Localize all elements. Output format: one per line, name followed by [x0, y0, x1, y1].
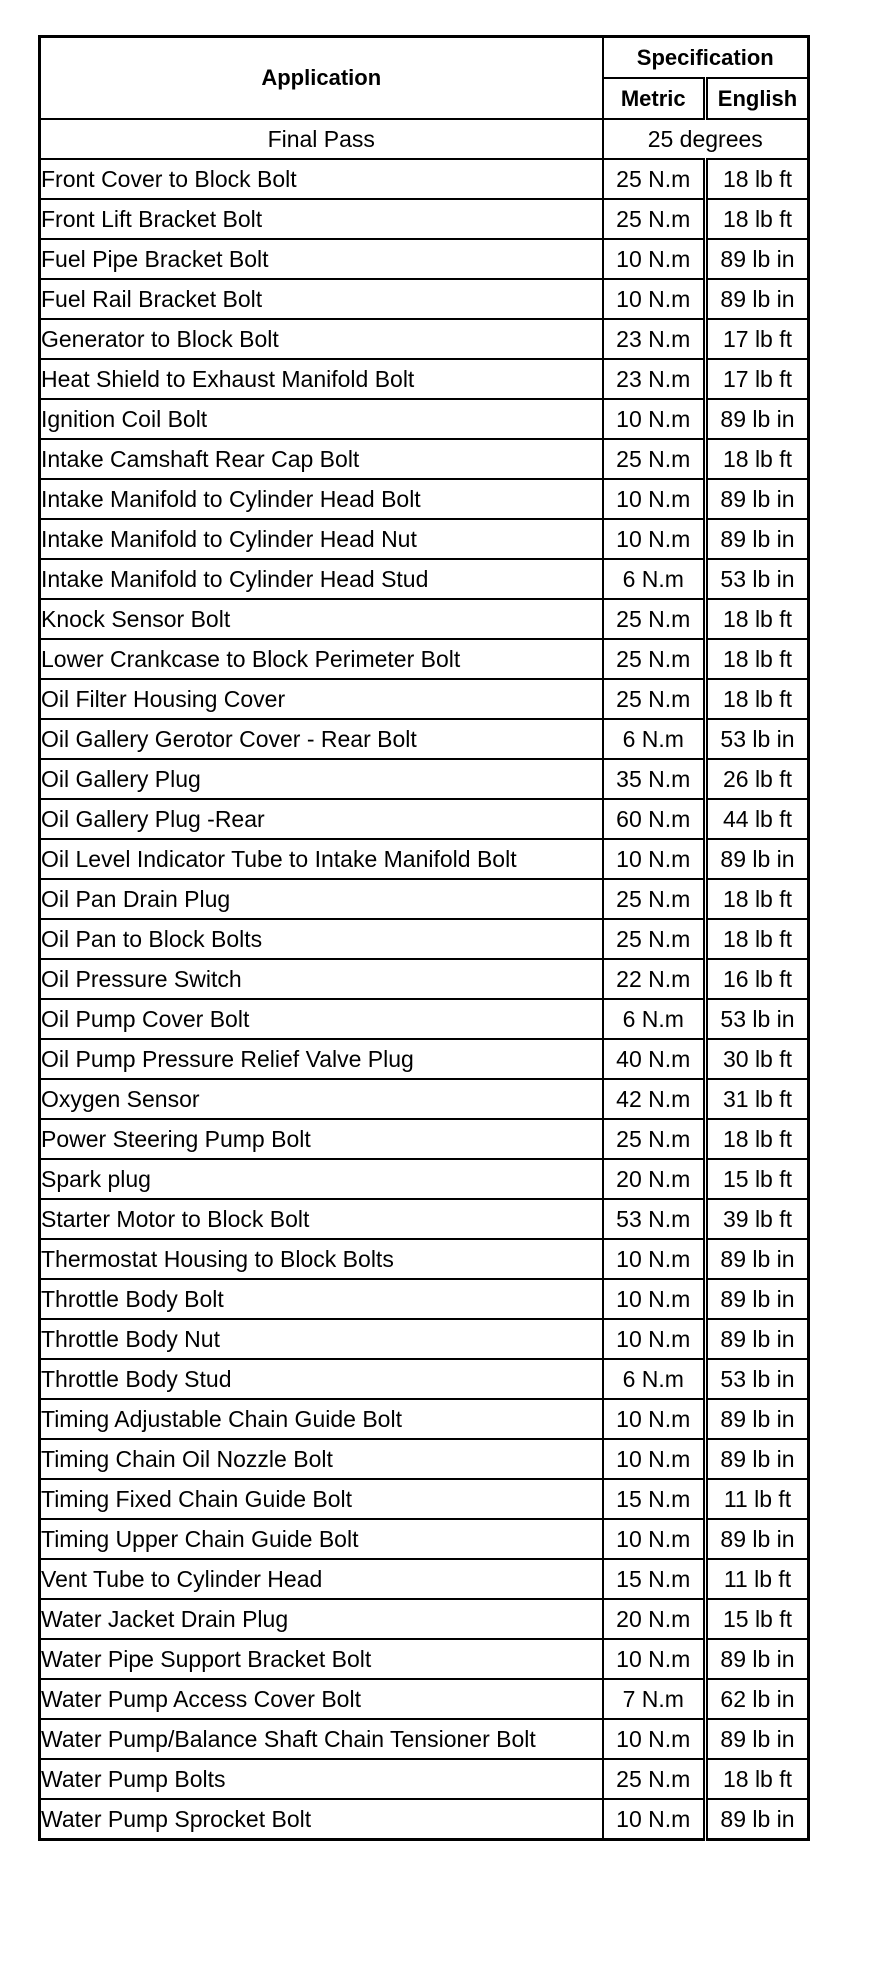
table-row	[40, 1559, 809, 1599]
english-cell: 16 lb ft	[706, 959, 809, 999]
application-cell: Front Cover to Block Bolt	[40, 159, 603, 199]
final-pass-label: Final Pass	[40, 119, 603, 159]
application-cell: Intake Manifold to Cylinder Head Bolt	[40, 479, 603, 519]
application-cell: Starter Motor to Block Bolt	[40, 1199, 603, 1239]
application-cell: Generator to Block Bolt	[40, 319, 603, 359]
english-cell: 18 lb ft	[706, 879, 809, 919]
application-cell: Throttle Body Bolt	[40, 1279, 603, 1319]
english-cell: 26 lb ft	[706, 759, 809, 799]
application-cell: Throttle Body Nut	[40, 1319, 603, 1359]
metric-cell: 6 N.m	[603, 719, 706, 759]
metric-cell: 42 N.m	[603, 1079, 706, 1119]
metric-column-header: Metric	[603, 78, 706, 119]
table-row	[40, 599, 809, 639]
table-row	[40, 439, 809, 479]
application-cell: Water Jacket Drain Plug	[40, 1599, 603, 1639]
metric-cell: 25 N.m	[603, 599, 706, 639]
metric-cell: 7 N.m	[603, 1679, 706, 1719]
table-row	[40, 639, 809, 679]
english-cell: 17 lb ft	[706, 319, 809, 359]
table-body	[40, 119, 809, 1840]
table-row	[40, 359, 809, 399]
application-cell: Thermostat Housing to Block Bolts	[40, 1239, 603, 1279]
application-cell: Water Pipe Support Bracket Bolt	[40, 1639, 603, 1679]
table-row	[40, 839, 809, 879]
table-row	[40, 1199, 809, 1239]
metric-cell: 10 N.m	[603, 1399, 706, 1439]
application-cell: Water Pump Sprocket Bolt	[40, 1799, 603, 1840]
application-cell: Power Steering Pump Bolt	[40, 1119, 603, 1159]
application-cell: Water Pump/Balance Shaft Chain Tensioner Bolt	[40, 1719, 603, 1759]
table-row	[40, 1799, 809, 1840]
english-cell: 53 lb in	[706, 719, 809, 759]
metric-cell: 25 N.m	[603, 679, 706, 719]
metric-cell: 53 N.m	[603, 1199, 706, 1239]
application-cell: Oil Level Indicator Tube to Intake Manifold Bolt	[40, 839, 603, 879]
application-cell: Vent Tube to Cylinder Head	[40, 1559, 603, 1599]
english-cell: 18 lb ft	[706, 1759, 809, 1799]
english-cell: 30 lb ft	[706, 1039, 809, 1079]
table-row	[40, 479, 809, 519]
english-cell: 18 lb ft	[706, 919, 809, 959]
final-pass-value: 25 degrees	[603, 119, 809, 159]
english-column-header: English	[706, 78, 809, 119]
english-cell: 89 lb in	[706, 1319, 809, 1359]
metric-cell: 25 N.m	[603, 639, 706, 679]
application-cell: Timing Upper Chain Guide Bolt	[40, 1519, 603, 1559]
application-cell: Oil Pan Drain Plug	[40, 879, 603, 919]
english-cell: 15 lb ft	[706, 1599, 809, 1639]
english-cell: 18 lb ft	[706, 1119, 809, 1159]
english-cell: 39 lb ft	[706, 1199, 809, 1239]
metric-cell: 10 N.m	[603, 1279, 706, 1319]
metric-cell: 10 N.m	[603, 1799, 706, 1840]
english-cell: 89 lb in	[706, 1279, 809, 1319]
metric-cell: 10 N.m	[603, 519, 706, 559]
metric-cell: 6 N.m	[603, 999, 706, 1039]
application-cell: Throttle Body Stud	[40, 1359, 603, 1399]
metric-cell: 10 N.m	[603, 1719, 706, 1759]
table-row	[40, 559, 809, 599]
table-row	[40, 519, 809, 559]
metric-cell: 10 N.m	[603, 1639, 706, 1679]
table-row	[40, 1399, 809, 1439]
table-row	[40, 879, 809, 919]
english-cell: 31 lb ft	[706, 1079, 809, 1119]
english-cell: 18 lb ft	[706, 599, 809, 639]
metric-cell: 60 N.m	[603, 799, 706, 839]
application-cell: Oil Pump Cover Bolt	[40, 999, 603, 1039]
english-cell: 89 lb in	[706, 1519, 809, 1559]
table-row	[40, 319, 809, 359]
application-cell: Front Lift Bracket Bolt	[40, 199, 603, 239]
metric-cell: 10 N.m	[603, 1439, 706, 1479]
metric-cell: 20 N.m	[603, 1159, 706, 1199]
english-cell: 11 lb ft	[706, 1479, 809, 1519]
english-cell: 89 lb in	[706, 1439, 809, 1479]
application-cell: Oil Gallery Gerotor Cover - Rear Bolt	[40, 719, 603, 759]
metric-cell: 10 N.m	[603, 839, 706, 879]
metric-cell: 40 N.m	[603, 1039, 706, 1079]
metric-cell: 23 N.m	[603, 359, 706, 399]
metric-cell: 10 N.m	[603, 239, 706, 279]
application-cell: Intake Manifold to Cylinder Head Nut	[40, 519, 603, 559]
application-cell: Oil Pump Pressure Relief Valve Plug	[40, 1039, 603, 1079]
english-cell: 89 lb in	[706, 399, 809, 439]
application-cell: Fuel Pipe Bracket Bolt	[40, 239, 603, 279]
metric-cell: 25 N.m	[603, 199, 706, 239]
application-cell: Timing Chain Oil Nozzle Bolt	[40, 1439, 603, 1479]
english-cell: 18 lb ft	[706, 159, 809, 199]
metric-cell: 25 N.m	[603, 439, 706, 479]
table-row	[40, 199, 809, 239]
table-row	[40, 759, 809, 799]
english-cell: 15 lb ft	[706, 1159, 809, 1199]
application-cell: Knock Sensor Bolt	[40, 599, 603, 639]
table-row	[40, 1519, 809, 1559]
application-cell: Lower Crankcase to Block Perimeter Bolt	[40, 639, 603, 679]
metric-cell: 22 N.m	[603, 959, 706, 999]
english-cell: 89 lb in	[706, 519, 809, 559]
application-cell: Fuel Rail Bracket Bolt	[40, 279, 603, 319]
table-row	[40, 1079, 809, 1119]
table-row	[40, 1599, 809, 1639]
table-row	[40, 1679, 809, 1719]
torque-spec-table	[38, 35, 810, 1841]
table-row	[40, 1119, 809, 1159]
table-row	[40, 159, 809, 199]
table-row	[40, 919, 809, 959]
table-row	[40, 679, 809, 719]
english-cell: 18 lb ft	[706, 639, 809, 679]
english-cell: 89 lb in	[706, 1799, 809, 1840]
english-cell: 89 lb in	[706, 479, 809, 519]
table-row	[40, 1279, 809, 1319]
application-cell: Ignition Coil Bolt	[40, 399, 603, 439]
application-cell: Heat Shield to Exhaust Manifold Bolt	[40, 359, 603, 399]
metric-cell: 35 N.m	[603, 759, 706, 799]
metric-cell: 10 N.m	[603, 1239, 706, 1279]
table-row	[40, 279, 809, 319]
english-cell: 89 lb in	[706, 279, 809, 319]
english-cell: 11 lb ft	[706, 1559, 809, 1599]
table-row	[40, 1039, 809, 1079]
metric-cell: 10 N.m	[603, 479, 706, 519]
table-row	[40, 719, 809, 759]
metric-cell: 25 N.m	[603, 1759, 706, 1799]
application-cell: Oil Gallery Plug -Rear	[40, 799, 603, 839]
header-row-top	[40, 37, 809, 79]
english-cell: 44 lb ft	[706, 799, 809, 839]
application-cell: Intake Camshaft Rear Cap Bolt	[40, 439, 603, 479]
table-row	[40, 1639, 809, 1679]
metric-cell: 23 N.m	[603, 319, 706, 359]
english-cell: 53 lb in	[706, 1359, 809, 1399]
table-row	[40, 1239, 809, 1279]
application-cell: Timing Fixed Chain Guide Bolt	[40, 1479, 603, 1519]
table-row	[40, 1159, 809, 1199]
table-header	[40, 37, 809, 120]
table-row	[40, 999, 809, 1039]
metric-cell: 25 N.m	[603, 159, 706, 199]
metric-cell: 25 N.m	[603, 879, 706, 919]
english-cell: 89 lb in	[706, 1399, 809, 1439]
english-cell: 89 lb in	[706, 1639, 809, 1679]
english-cell: 18 lb ft	[706, 679, 809, 719]
specification-column-header: Specification	[603, 37, 809, 79]
english-cell: 89 lb in	[706, 839, 809, 879]
table-row	[40, 1719, 809, 1759]
application-cell: Oil Pan to Block Bolts	[40, 919, 603, 959]
application-cell: Water Pump Bolts	[40, 1759, 603, 1799]
table-row	[40, 1439, 809, 1479]
table-row	[40, 1319, 809, 1359]
english-cell: 18 lb ft	[706, 439, 809, 479]
table-row	[40, 1359, 809, 1399]
metric-cell: 25 N.m	[603, 919, 706, 959]
english-cell: 89 lb in	[706, 1239, 809, 1279]
english-cell: 89 lb in	[706, 239, 809, 279]
application-cell: Oil Filter Housing Cover	[40, 679, 603, 719]
english-cell: 62 lb in	[706, 1679, 809, 1719]
table-row	[40, 1759, 809, 1799]
metric-cell: 6 N.m	[603, 1359, 706, 1399]
table-row	[40, 399, 809, 439]
metric-cell: 15 N.m	[603, 1559, 706, 1599]
english-cell: 18 lb ft	[706, 199, 809, 239]
metric-cell: 10 N.m	[603, 279, 706, 319]
application-cell: Intake Manifold to Cylinder Head Stud	[40, 559, 603, 599]
english-cell: 89 lb in	[706, 1719, 809, 1759]
application-cell: Water Pump Access Cover Bolt	[40, 1679, 603, 1719]
metric-cell: 25 N.m	[603, 1119, 706, 1159]
application-cell: Oil Gallery Plug	[40, 759, 603, 799]
application-cell: Oil Pressure Switch	[40, 959, 603, 999]
metric-cell: 15 N.m	[603, 1479, 706, 1519]
table-row	[40, 959, 809, 999]
metric-cell: 10 N.m	[603, 1519, 706, 1559]
metric-cell: 10 N.m	[603, 1319, 706, 1359]
english-cell: 17 lb ft	[706, 359, 809, 399]
english-cell: 53 lb in	[706, 999, 809, 1039]
metric-cell: 20 N.m	[603, 1599, 706, 1639]
table-row	[40, 799, 809, 839]
table-row	[40, 239, 809, 279]
metric-cell: 10 N.m	[603, 399, 706, 439]
application-cell: Oxygen Sensor	[40, 1079, 603, 1119]
table-row	[40, 1479, 809, 1519]
english-cell: 53 lb in	[706, 559, 809, 599]
application-column-header: Application	[40, 37, 603, 120]
application-cell: Timing Adjustable Chain Guide Bolt	[40, 1399, 603, 1439]
final-pass-row	[40, 119, 809, 159]
metric-cell: 6 N.m	[603, 559, 706, 599]
application-cell: Spark plug	[40, 1159, 603, 1199]
